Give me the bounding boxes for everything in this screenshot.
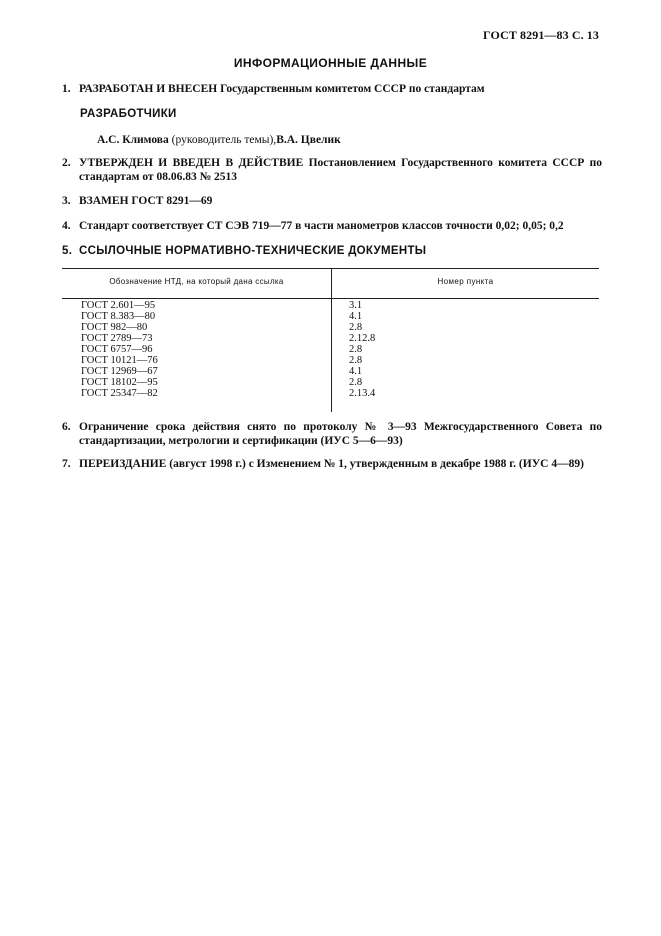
item-text: ВЗАМЕН ГОСТ 8291—69 <box>79 195 213 207</box>
table-cell-document: ГОСТ 2789—73 <box>81 333 153 344</box>
referenced-documents-table <box>62 268 599 412</box>
item-number: 6. <box>62 421 71 433</box>
item-text: РАЗРАБОТАН И ВНЕСЕН Государственным комитетом СССР по стандартам <box>79 83 485 95</box>
developers-heading: РАЗРАБОТЧИКИ <box>80 108 177 120</box>
page-header: ГОСТ 8291—83 С. 13 <box>483 28 599 42</box>
item-text: Ограничение срока действия снято по протоколу № 3—93 Межгосударственного Совета по стандартизации, метрологии и сертификации (ИУС 5—6—93) <box>79 421 602 447</box>
info-item-2 <box>62 156 602 184</box>
table-cell-clause: 2.13.4 <box>349 388 376 399</box>
item-number: 1. <box>62 83 71 95</box>
developers-list <box>97 134 341 146</box>
table-cell-document: ГОСТ 982—80 <box>81 322 148 333</box>
developer-role: (руководитель темы), <box>168 134 277 146</box>
table-cell-document: ГОСТ 12969—67 <box>81 366 158 377</box>
developer-name: В.А. Цвелик <box>276 134 341 146</box>
item-text: ПЕРЕИЗДАНИЕ (август 1998 г.) с Изменением № 1, утвержденным в декабре 1988 г. (ИУС 4—89) <box>79 458 584 470</box>
table-cell-clause: 2.8 <box>349 355 363 366</box>
table-column-divider <box>331 268 332 412</box>
developer-name: А.С. Климова <box>97 134 169 146</box>
table-cell-clause: 2.12.8 <box>349 333 376 344</box>
item-text: Стандарт соответствует СТ СЭВ 719—77 в части манометров классов точности 0,02; 0,05; 0,2 <box>79 220 564 232</box>
info-item-7 <box>62 457 602 471</box>
table-cell-document: ГОСТ 2.601—95 <box>81 300 156 311</box>
table-cell-clause: 4.1 <box>349 366 363 377</box>
column-header-clause: Номер пункта <box>437 277 494 286</box>
clause-column <box>349 300 375 399</box>
table-cell-document: ГОСТ 6757—96 <box>81 344 153 355</box>
column-header-document: Обозначение НТД, на который дана ссылка <box>109 277 284 286</box>
item-text: УТВЕРЖДЕН И ВВЕДЕН В ДЕЙСТВИЕ Постановлением Государственного комитета СССР по стандартам от 08.06.83 № 2513 <box>79 157 602 183</box>
item-number: 2. <box>62 157 71 169</box>
item-text: ССЫЛОЧНЫЕ НОРМАТИВНО-ТЕХНИЧЕСКИЕ ДОКУМЕНТЫ <box>79 245 427 257</box>
table-cell-document: ГОСТ 25347—82 <box>81 388 158 399</box>
document-column <box>81 300 158 399</box>
item-number: 4. <box>62 220 71 232</box>
table-cell-clause: 2.8 <box>349 322 363 333</box>
info-item-4 <box>62 219 602 233</box>
info-item-3 <box>62 194 602 208</box>
item-number: 5. <box>62 245 73 257</box>
table-cell-document: ГОСТ 18102—95 <box>81 377 158 388</box>
item-number: 7. <box>62 458 71 470</box>
table-cell-document: ГОСТ 8.383—80 <box>81 311 156 322</box>
table-cell-clause: 3.1 <box>349 300 363 311</box>
table-cell-clause: 2.8 <box>349 344 363 355</box>
document-title: ИНФОРМАЦИОННЫЕ ДАННЫЕ <box>233 56 428 70</box>
info-item-5 <box>62 244 602 258</box>
item-number: 3. <box>62 195 71 207</box>
table-cell-clause: 2.8 <box>349 377 363 388</box>
info-item-6 <box>62 420 602 448</box>
table-cell-clause: 4.1 <box>349 311 363 322</box>
info-item-1 <box>62 82 602 96</box>
table-cell-document: ГОСТ 10121—76 <box>81 355 158 366</box>
